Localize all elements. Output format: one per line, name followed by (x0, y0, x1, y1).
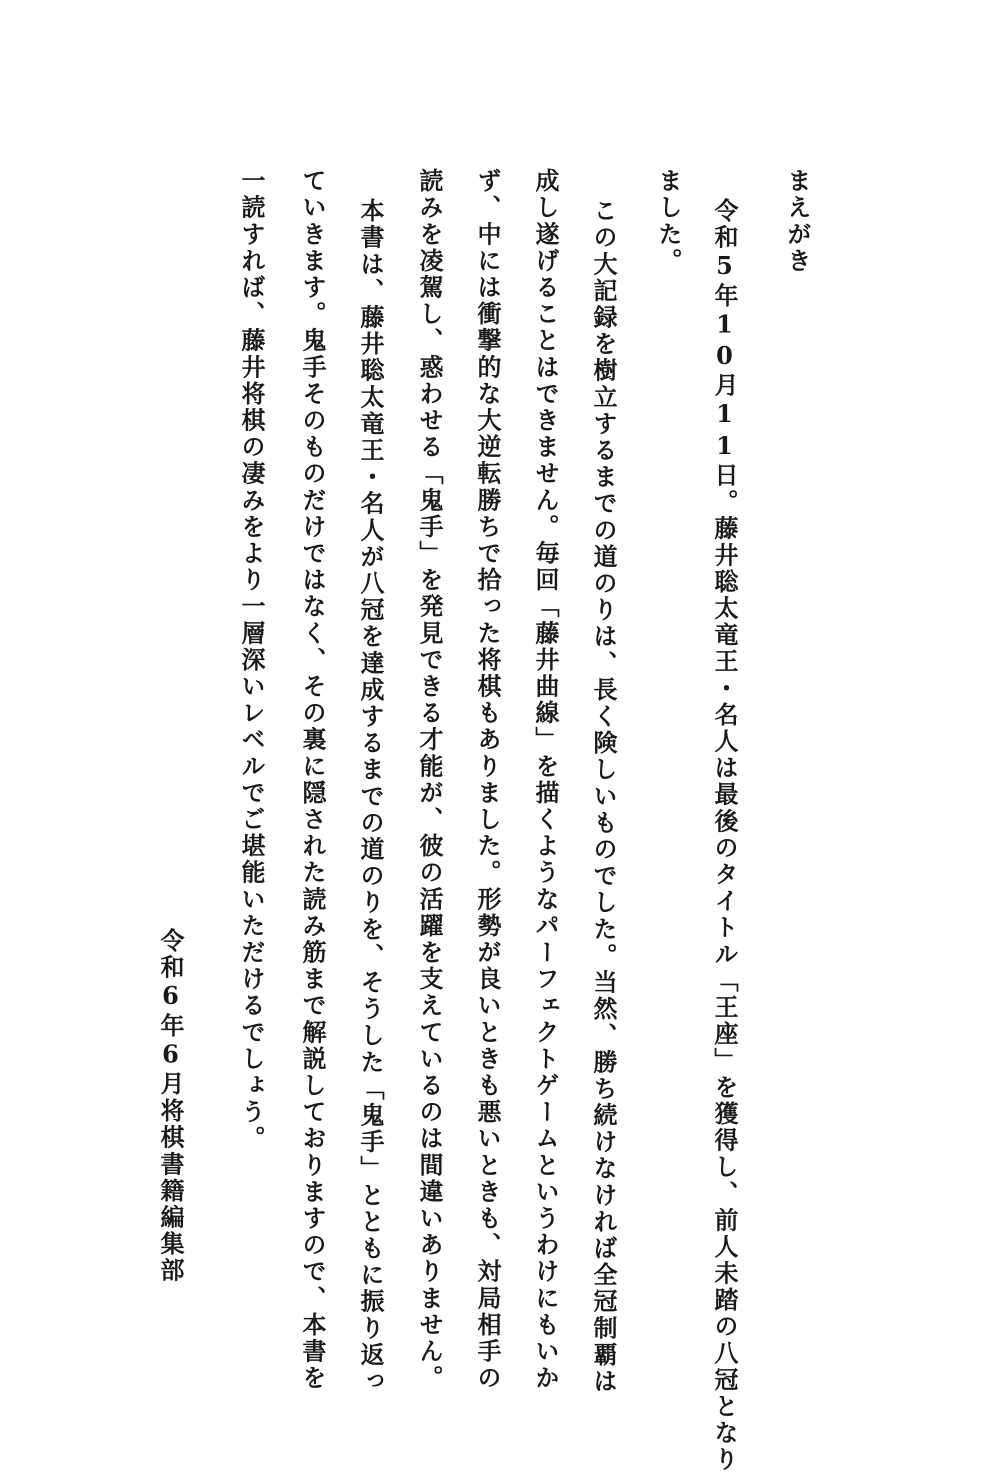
preface-line-4: 成し遂げることはできません。毎回「藤井曲線」を描くようなパーフェクトゲームというわけにもいか (531, 168, 560, 1392)
preface-line-1: 令和5年10月11日。藤井聡太竜王・名人は最後のタイトル「王座」を獲得し、前人未踏の八冠となり (710, 198, 739, 1473)
preface-line-7: 本書は、藤井聡太竜王・名人が八冠を達成するまでの道のりを、そうした「鬼手」とともに振り返っ (356, 198, 385, 1395)
preface-title: まえがき (783, 168, 812, 275)
preface-line-3: この大記録を樹立するまでの道のりは、長く険しいものでした。当然、勝ち続けなければ全冠制覇は (589, 198, 618, 1395)
preface-author: 将棋書籍編集部 (156, 1098, 185, 1285)
preface-line-8: ていきます。鬼手そのものだけではなく、その裏に隠された読み筋まで解説しておりますので、本書を (298, 168, 327, 1392)
preface-line-9: 一読すれば、藤井将棋の凄みをより一層深いレベルでご堪能いただけるでしょう。 (237, 168, 266, 1153)
preface-line-5: ず、中には衝撃的な大逆転勝ちで拾った将棋もありました。形勢が良いときも悪いときも、対局相手の (473, 168, 502, 1392)
preface-date: 令和6年6月 (156, 928, 185, 1098)
preface-line-6: 読みを凌駕し、惑わせる「鬼手」を発見できる才能が、彼の活躍を支えているのは間違いありません。 (415, 168, 444, 1392)
preface-line-2: ました。 (654, 168, 683, 275)
